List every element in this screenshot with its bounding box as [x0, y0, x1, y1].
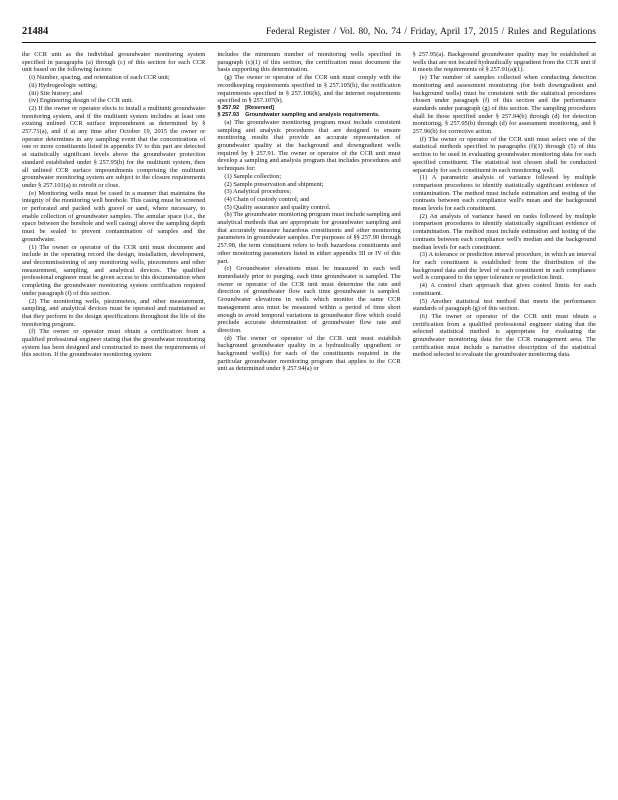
column-3 — [413, 51, 596, 373]
section-title: [Reserved] — [245, 104, 275, 111]
paragraph: (5) Another statistical test method that meets the performance standards of paragraph (g) of this section. — [412, 297, 596, 313]
column-1 — [22, 51, 205, 373]
list-item: (3) Analytical procedures; — [224, 188, 292, 196]
page-number: 21484 — [22, 26, 49, 37]
paragraph: § 257.95(a). Background groundwater quality may be established at wells that are not located hydraulically upgradient from the CCR unit if it meets the requirements of § 257.91(a)(1). — [412, 51, 596, 74]
paragraph: the CCR unit as the individual groundwater monitoring system specified in paragraphs (a) through (c) of this section for each CCR unit based on the following factors: — [22, 51, 206, 74]
paragraph: includes the minimum number of monitoring wells specified in paragraph (c)(1) of this section, the certification must document the basis supporting this determination. — [217, 51, 401, 74]
section-number: § 257.93 — [217, 111, 240, 118]
paragraph: (f) The owner or operator of the CCR unit must select one of the statistical methods specified in paragraphs (f)(1) through (5) of this section to be used in evaluating groundwater monitoring data for each specified constituent. The statistical test chosen shall be conducted separately for each constituent in each monitoring well. — [412, 135, 596, 174]
paragraph: (2) An analysis of variance based on ranks followed by multiple comparison procedures to identify statistically significant evidence of contamination. The method must include estimation and testing of the contrasts between each compliance well's median and the background median levels for each constituent. — [412, 212, 596, 251]
section-heading — [217, 112, 400, 119]
paragraph: (2) If the owner or operator elects to install a multiunit groundwater monitoring system, and if the multiunit system includes at least one existing unlined CCR surface impoundment as determined by § 257.71(a), and if at any time after October 19, 2015 the owner or operator determines in any sampling event that the concentrations of one or more constituents listed in appendix IV to this part are detected at statistically significant levels above the groundwater protection standard established under § 257.95(h) for the multiunit system, then all unlined CCR surface impoundments comprising the multiunit groundwater monitoring system are subject to the closure requirements under § 257.101(a) to retrofit or close. — [22, 104, 206, 189]
paragraph: (e) The number of samples collected when conducting detection monitoring and assessment monitoring (for both downgradient and background wells) must be consistent with the statistical procedures chosen under paragraph (f) of this section and the performance standards under paragraph (g) of this section. The sampling procedures shall be those specified under § 257.94(b) through (d) for detection monitoring, § 257.95(b) through (d) for assessment monitoring, and § 257.96(b) for corrective action. — [412, 74, 596, 136]
list-item: (iv) Engineering design of the CCR unit. — [29, 97, 134, 105]
section-number: § 257.92 — [217, 104, 240, 111]
list-item: (4) Chain of custody control; and — [224, 195, 310, 203]
paragraph: (1) A parametric analysis of variance followed by multiple comparison procedures to identify statistically significant evidence of contamination. The method must include estimation and testing of the contrasts between each compliance well's mean and the background mean levels for each constituent. — [412, 174, 596, 213]
running-title: Federal Register / Vol. 80, No. 74 / Friday, April 17, 2015 / Rules and Regulations — [265, 26, 596, 37]
paragraph: (g) The owner or operator of the CCR unit must comply with the recordkeeping requirements specified in § 257.105(h), the notification requirements specified in § 257.106(h), and the internet requirements specified in § 257.107(h). — [217, 74, 401, 105]
list-item: (5) Quality assurance and quality control. — [224, 203, 331, 211]
paragraph: (6) The owner or operator of the CCR unit must obtain a certification from a qualified professional engineer stating that the selected statistical method is appropriate for evaluating the groundwater monitoring data for the CCR management area. The certification must include a narrative description of the statistical method selected to evaluate the groundwater monitoring data. — [412, 312, 596, 359]
paragraph: (d) The owner or operator of the CCR unit must establish background groundwater quality in a hydraulically upgradient or background well(s) for each of the constituents required in the particular groundwater monitoring program that applies to the CCR unit as determined under § 257.94(a) or — [217, 334, 401, 373]
paragraph: (b) The groundwater monitoring program must include sampling and analytical methods that are appropriate for groundwater sampling and that accurately measure hazardous constituents and other monitoring parameters in groundwater samples. For purposes of §§ 257.90 through 257.98, the term constituent refers to both hazardous constituents and other monitoring parameters listed in either appendix III or IV of this part. — [217, 211, 401, 265]
paragraph: (e) Monitoring wells must be cased in a manner that maintains the integrity of the monitoring well borehole. This casing must be screened or perforated and packed with gravel or sand, where necessary, to enable collection of groundwater samples. The annular space (i.e., the space between the borehole and well casing) above the sampling depth must be sealed to prevent contamination of samples and the groundwater. — [22, 189, 206, 243]
section-title: Groundwater sampling and analysis requirements. — [245, 111, 380, 118]
column-2 — [217, 51, 400, 373]
section-heading — [217, 105, 400, 112]
list-item: (2) Sample preservation and shipment; — [224, 180, 324, 188]
paragraph: (f) The owner or operator must obtain a certification from a qualified professional engineer stating that the groundwater monitoring system has been designed and constructed to meet the requirements of this section. If the groundwater monitoring system — [22, 328, 206, 359]
paragraph: (3) A tolerance or prediction interval procedure, in which an interval for each constituent is established from the distribution of the background data and the level of each constituent in each compliance well is compared to the upper tolerance or prediction limit. — [412, 251, 596, 282]
list-item: (iii) Site history; and — [29, 89, 83, 97]
paragraph: (1) The owner or operator of the CCR unit must document and include in the operating record the design, installation, development, and decommissioning of any monitoring wells, piezometers and other measurement, sampling, and analytical devices. The qualified professional engineer must be given access to this documentation when completing the groundwater monitoring system certification required under paragraph (f) of this section. — [22, 243, 206, 297]
paragraph: (a) The groundwater monitoring program must include consistent sampling and analysis procedures that are designed to ensure monitoring results that provide an accurate representation of groundwater quality at the background and downgradient wells required by § 257.91. The owner or operator of the CCR unit must develop a sampling and analysis program that includes procedures and techniques for: — [217, 118, 401, 173]
list-item: (1) Sample collection; — [224, 172, 282, 180]
page-header — [22, 26, 596, 43]
paragraph: (c) Groundwater elevations must be measured in each well immediately prior to purging, each time groundwater is sampled. The owner or operator of the CCR unit must determine the rate and direction of groundwater flow each time groundwater is sampled. Groundwater elevations in wells which monitor the same CCR management area must be measured within a period of time short enough to avoid temporal variations in groundwater flow which could preclude accurate determination of groundwater flow rate and direction. — [217, 265, 401, 334]
list-item: (ii) Hydrogeologic setting; — [29, 81, 98, 89]
paragraph: (4) A control chart approach that gives control limits for each constituent. — [412, 282, 596, 297]
text-columns — [22, 51, 596, 373]
list-item: (i) Number, spacing, and orientation of each CCR unit; — [29, 74, 170, 82]
paragraph: (2) The monitoring wells, piezometers, and other measurement, sampling, and analytical devices must be operated and maintained so that they perform to the design specifications throughout the life of the monitoring program. — [22, 297, 206, 328]
